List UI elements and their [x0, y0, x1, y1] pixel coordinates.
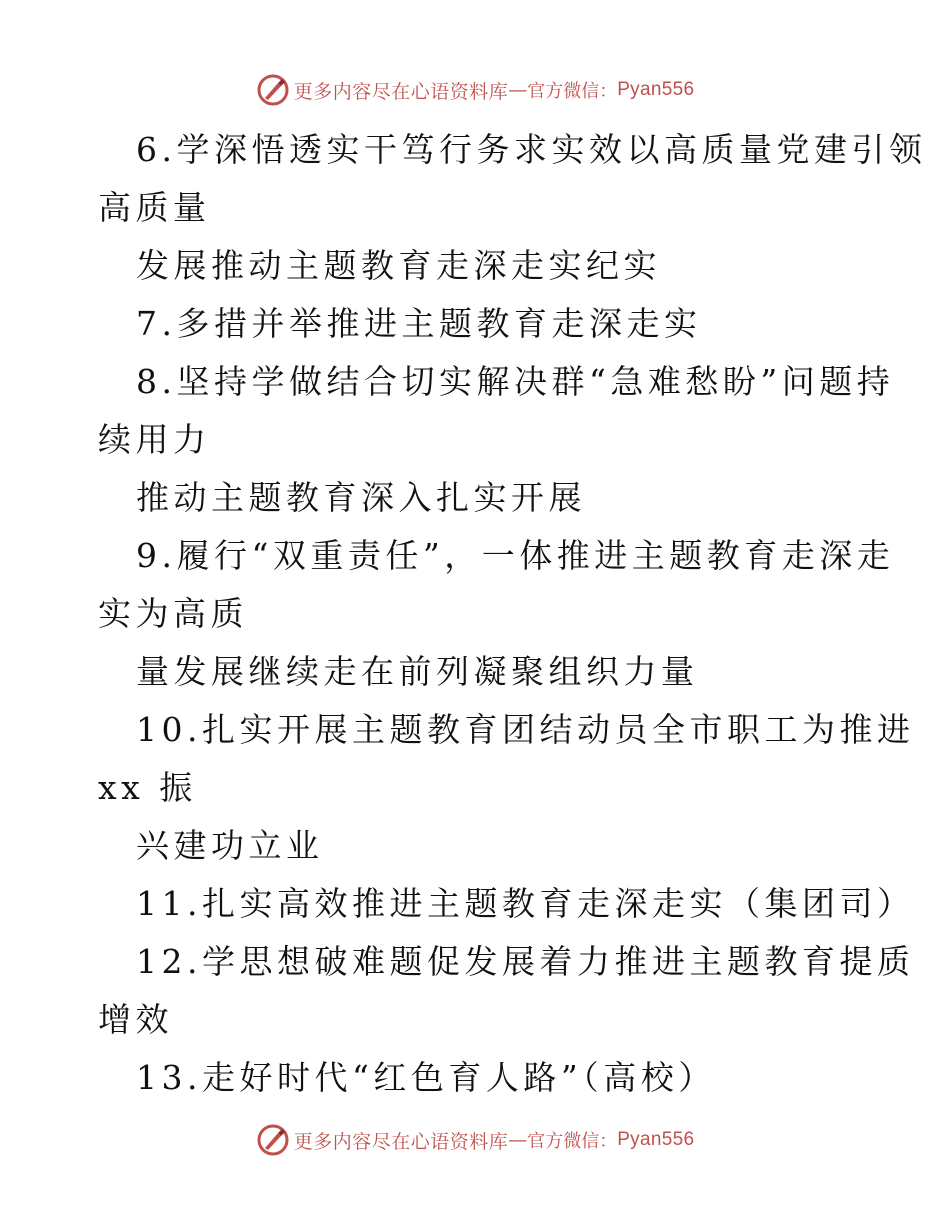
text-line: 10.扎实开展主题教育团结动员全市职工为推进: [136, 710, 915, 749]
text-line: 增效: [98, 1000, 173, 1039]
text-line: 兴建功立业: [136, 826, 324, 865]
watermark-separator: —: [508, 79, 528, 101]
watermark-label: 官方微信：: [527, 1131, 618, 1152]
watermark-text: 更多内容尽在心语资料库: [293, 1130, 509, 1153]
text-line: 11.扎实高效推进主题教育走深走实（集团司）: [136, 884, 915, 923]
text-line: 9.履行“双重责任”，一体推进主题教育走深走: [136, 536, 895, 575]
text-line: 12.学思想破难题促发展着力推进主题教育提质: [136, 942, 915, 981]
watermark-handle: Pyan556: [617, 79, 695, 100]
text-line: xx 振: [98, 768, 197, 807]
pen-circle-logo-icon: [256, 1123, 290, 1157]
text-line: 6.学深悟透实干笃行务求实效以高质量党建引领: [136, 130, 927, 169]
watermark-text: 更多内容尽在心语资料库: [293, 80, 509, 103]
text-line: 续用力: [98, 420, 211, 459]
text-line: 实为高质: [98, 594, 248, 633]
header-watermark: [0, 72, 950, 108]
watermark-handle: Pyan556: [617, 1129, 695, 1150]
text-line: 高质量: [98, 188, 211, 227]
footer-watermark: [0, 1122, 950, 1158]
text-line: 8.坚持学做结合切实解决群“急难愁盼”问题持: [136, 362, 895, 401]
text-line: 量发展继续走在前列凝聚组织力量: [136, 652, 699, 691]
text-line: 推动主题教育深入扎实开展: [136, 478, 586, 517]
text-line: 发展推动主题教育走深走实纪实: [136, 246, 661, 285]
watermark-label: 官方微信：: [527, 81, 618, 102]
text-line: 13.走好时代“红色育人路”（高校）: [136, 1058, 716, 1097]
pen-circle-logo-icon: [256, 73, 290, 107]
text-line: 7.多措并举推进主题教育走深走实: [136, 304, 702, 343]
watermark-separator: —: [508, 1129, 528, 1151]
